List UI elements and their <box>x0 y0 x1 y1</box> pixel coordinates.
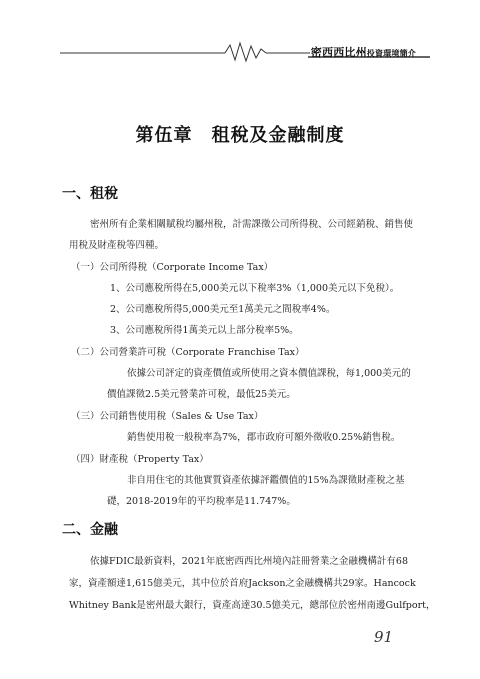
finance-line-2: 家，資產額達1,615億美元，其中位於首府Jackson之金融機構共29家。Hancock <box>69 578 416 589</box>
franchise-tax-line-1: 依據公司評定的資產價值或所使用之資本價值課稅，每1,000美元的 <box>127 368 411 379</box>
sales-use-tax-line-1: 銷售使用稅一般稅率為7%，郡市政府可額外徵收0.25%銷售稅。 <box>127 432 401 443</box>
income-tax-bracket-3: 3、公司應稅所得1萬美元以上部分稅率5%。 <box>110 325 299 336</box>
tax-intro-line-2: 用稅及財產稅等四種。 <box>69 240 165 251</box>
page-number: 91 <box>374 628 394 646</box>
tax-intro-line-1: 密州所有企業相關賦稅均屬州稅，計需課徵公司所得稅、公司經銷稅、銷售使 <box>90 219 414 230</box>
section-heading-finance: 二、金融 <box>62 522 118 538</box>
section-heading-tax: 一、租稅 <box>62 186 118 202</box>
income-tax-bracket-1: 1、公司應稅所得在5,000美元以下稅率3%（1,000美元以下免稅）。 <box>110 283 400 294</box>
running-header <box>60 40 430 64</box>
franchise-tax-line-2: 價值課徵2.5美元營業許可稅，最低25美元。 <box>107 389 296 400</box>
header-title <box>311 44 416 60</box>
property-tax-line-1: 非自用住宅的其他實質資產依據評鑑價值的15%為課徵財產稅之基 <box>127 475 405 486</box>
chapter-title: 第伍章 租稅及金融制度 <box>135 125 345 146</box>
franchise-tax-title: （二）公司營業許可稅（Corporate Franchise Tax） <box>71 347 305 358</box>
finance-line-3: Whitney Bank是密州最大銀行，資產高達30.5億美元，總部位於密州南邊Gulfport， <box>69 600 436 611</box>
corporate-income-tax-title: （一）公司所得稅（Corporate Income Tax） <box>71 262 274 273</box>
property-tax-line-2: 礎，2018-2019年的平均稅率是11.747%。 <box>107 496 296 507</box>
sales-use-tax-title: （三）公司銷售使用稅（Sales & Use Tax） <box>71 411 264 422</box>
income-tax-bracket-2: 2、公司應稅所得5,000美元至1萬美元之間稅率4%。 <box>110 304 336 315</box>
header-title-main: 密西西比州 <box>310 46 367 59</box>
finance-line-1: 依據FDIC最新資料，2021年底密西西比州境內註冊營業之金融機構計有68 <box>90 556 408 567</box>
property-tax-title: （四）財產稅（Property Tax） <box>71 454 209 465</box>
header-title-sub: 投資環境簡介 <box>366 49 416 58</box>
